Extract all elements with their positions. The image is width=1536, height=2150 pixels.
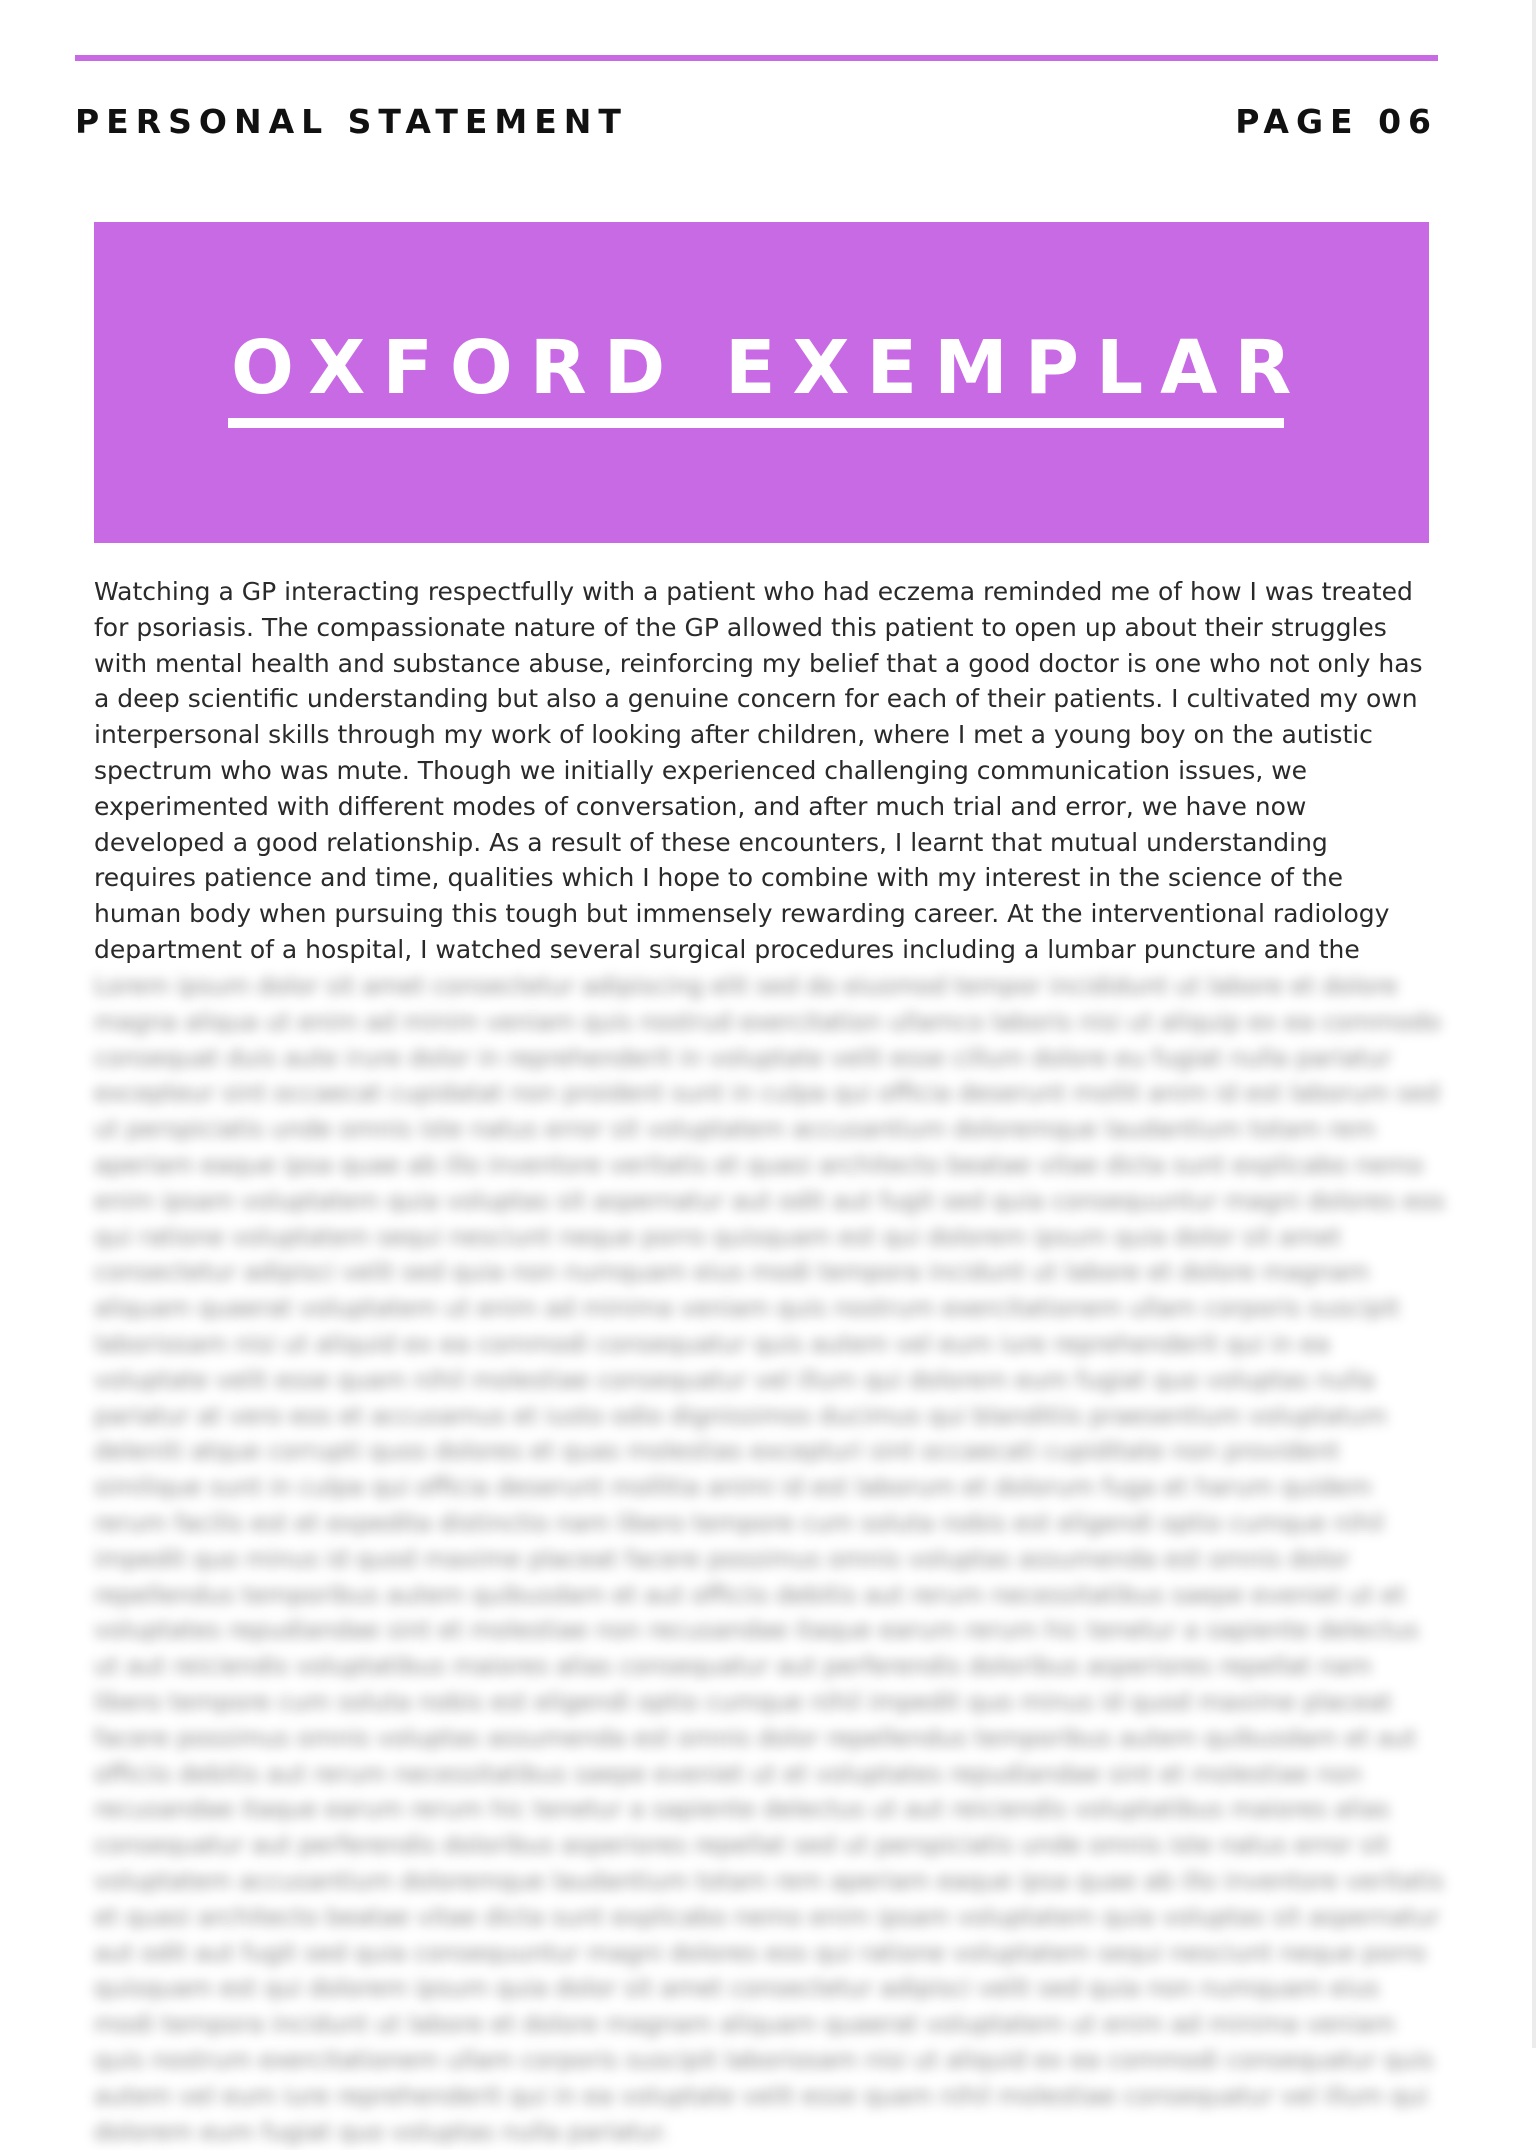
statement-line: human body when pursuing this tough but immensely rewarding career. At the interventional radiology	[94, 899, 1390, 929]
blurred-text-region: Lorem ipsum dolor sit amet consectetur adipiscing elit sed do eiusmod tempor incididunt ut labore et dolore magna aliqua ut enim ad minim veniam quis nostrud exercitation ullamco laboris nisi ut aliquip ex ea commodo consequat duis aute irure dolor in reprehenderit in voluptate velit esse cillum dolore eu fugiat nulla pariatur excepteur sint occaecat cupidatat non proident sunt in culpa qui officia deserunt mollit anim id est laborum sed ut perspiciatis unde omnis iste natus error sit voluptatem accusantium doloremque laudantium totam rem aperiam eaque ipsa quae ab illo inventore veritatis et quasi architecto beatae vitae dicta sunt explicabo nemo enim ipsam voluptatem quia voluptas sit aspernatur aut odit aut fugit sed quia consequuntur magni dolores eos qui ratione voluptatem sequi nesciunt neque porro quisquam est qui dolorem ipsum quia dolor sit amet consectetur adipisci velit sed quia non numquam eius modi tempora incidunt ut labore et dolore magnam aliquam quaerat voluptatem ut enim ad minima veniam quis nostrum exercitationem ullam corporis suscipit laboriosam nisi ut aliquid ex ea commodi consequatur quis autem vel eum iure reprehenderit qui in ea voluptate velit esse quam nihil molestiae consequatur vel illum qui dolorem eum fugiat quo voluptas nulla pariatur at vero eos et accusamus et iusto odio dignissimos ducimus qui blanditiis praesentium voluptatum deleniti atque corrupti quos dolores et quas molestias excepturi sint occaecati cupiditate non provident similique sunt in culpa qui officia deserunt mollitia animi id est laborum et dolorum fuga et harum quidem rerum facilis est et expedita distinctio nam libero tempore cum soluta nobis est eligendi optio cumque nihil impedit quo minus id quod maxime placeat facere possimus omnis voluptas assumenda est omnis dolor repellendus temporibus autem quibusdam et aut officiis debitis aut rerum necessitatibus saepe eveniet ut et voluptates repudiandae sint et molestiae non recusandae itaque earum rerum hic tenetur a sapiente delectus ut aut reiciendis voluptatibus maiores alias consequatur aut perferendis doloribus asperiores repellat nam libero tempore cum soluta nobis est eligendi optio cumque nihil impedit quo minus id quod maxime placeat facere possimus omnis voluptas assumenda est omnis dolor repellendus temporibus autem quibusdam et aut officiis debitis aut rerum necessitatibus saepe eveniet ut et voluptates repudiandae sint et molestiae non recusandae itaque earum rerum hic tenetur a sapiente delectus ut aut reiciendis voluptatibus maiores alias consequatur aut perferendis doloribus asperiores repellat sed ut perspiciatis unde omnis iste natus error sit voluptatem accusantium doloremque laudantium totam rem aperiam eaque ipsa quae ab illo inventore veritatis et quasi architecto beatae vitae dicta sunt explicabo nemo enim ipsam voluptatem quia voluptas sit aspernatur aut odit aut fugit sed quia consequuntur magni dolores eos qui ratione voluptatem sequi nesciunt neque porro quisquam est qui dolorem ipsum quia dolor sit amet consectetur adipisci velit sed quia non numquam eius modi tempora incidunt ut labore et dolore magnam aliquam quaerat voluptatem ut enim ad minima veniam quis nostrum exercitationem ullam corporis suscipit laboriosam nisi ut aliquid ex ea commodi consequatur quis autem vel eum iure reprehenderit qui in ea voluptate velit esse quam nihil molestiae consequatur vel illum qui dolorem eum fugiat quo voluptas nulla pariatur.	[94, 972, 1446, 2146]
statement-line: developed a good relationship. As a result of these encounters, I learnt that mutual understanding	[94, 827, 1328, 857]
statement-line: department of a hospital, I watched several surgical procedures including a lumbar puncture and the	[94, 934, 1360, 964]
top-accent-rule	[75, 55, 1438, 61]
statement-line: requires patience and time, qualities which I hope to combine with my interest in the science of the	[94, 863, 1344, 893]
section-title: PERSONAL STATEMENT	[75, 102, 628, 141]
statement-line: Watching a GP interacting respectfully with a patient who had eczema reminded me of how I was treated	[94, 577, 1413, 606]
statement-body	[94, 574, 1446, 968]
statement-line: interpersonal skills through my work of looking after children, where I met a young boy on the autistic	[94, 720, 1373, 750]
statement-line: with mental health and substance abuse, reinforcing my belief that a good doctor is one who not only has	[94, 648, 1423, 678]
page-edge	[1532, 0, 1536, 2048]
statement-line: for psoriasis. The compassionate nature of the GP allowed this patient to open up about their struggles	[94, 612, 1387, 642]
banner-underline	[228, 418, 1284, 428]
page-number: PAGE 06	[1235, 102, 1438, 141]
banner-title: OXFORD EXEMPLAR	[231, 325, 1309, 411]
title-banner	[94, 222, 1429, 543]
statement-line: spectrum who was mute. Though we initially experienced challenging communication issues, we	[94, 755, 1308, 785]
statement-line: a deep scientific understanding but also a genuine concern for each of their patients. I cultivated my own	[94, 684, 1418, 714]
statement-line: experimented with different modes of conversation, and after much trial and error, we have now	[94, 791, 1307, 821]
